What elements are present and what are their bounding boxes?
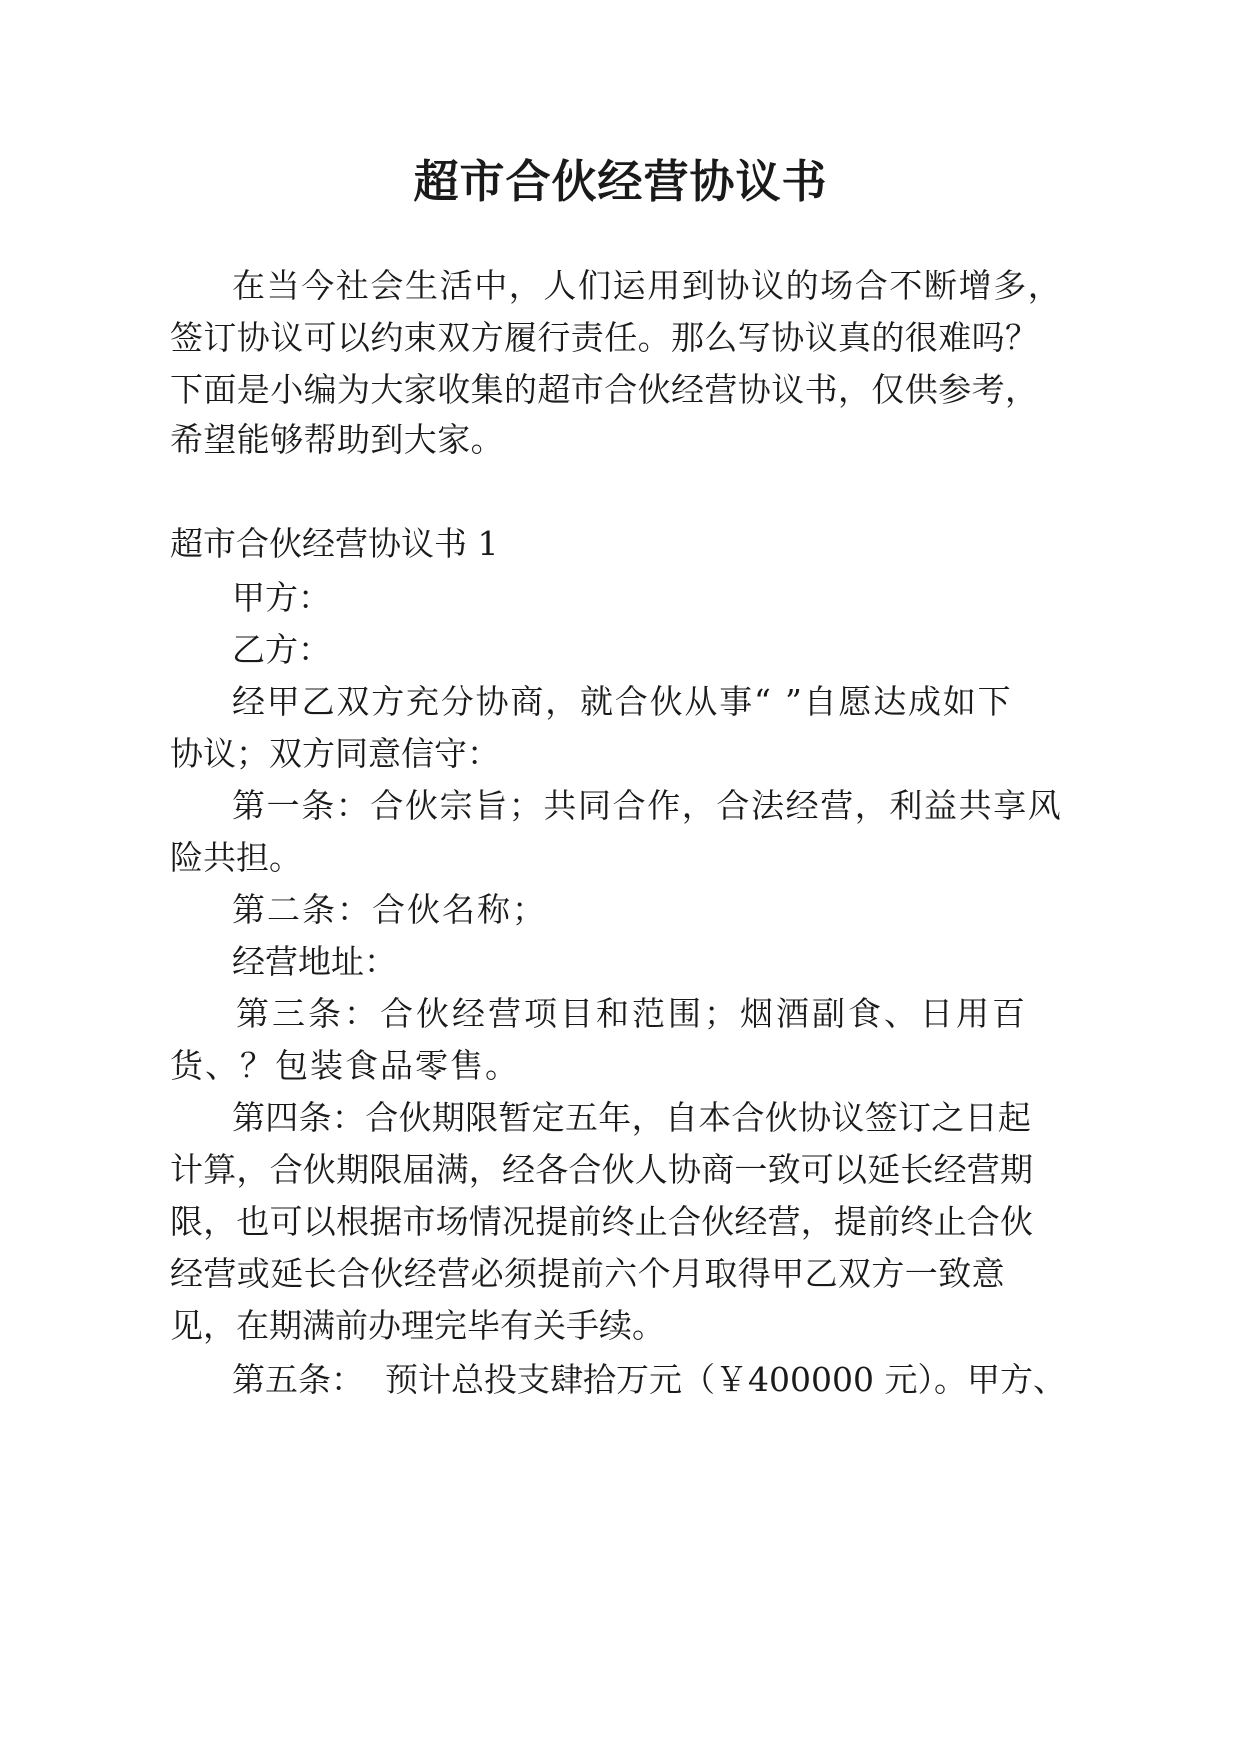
body-line: 险共担。: [170, 838, 302, 877]
body-line: 第一条：合伙宗旨；共同合作，合法经营，利益共享风: [232, 786, 1063, 825]
body-line: 货、？包装食品零售。: [170, 1046, 520, 1085]
body-line: 协议；双方同意信守：: [170, 734, 500, 773]
body-line: 甲方：: [232, 578, 331, 617]
body-line: 第三条：合伙经营项目和范围；烟酒副食、日用百: [236, 994, 1028, 1033]
section-heading: 超市合伙经营协议书 1: [170, 524, 499, 563]
body-line: 第四条：合伙期限暂定五年，自本合伙协议签订之日起: [232, 1098, 1032, 1137]
intro-line: 签订协议可以约束双方履行责任。那么写协议真的很难吗？: [170, 318, 1039, 357]
intro-line: 下面是小编为大家收集的超市合伙经营协议书，仅供参考，: [170, 370, 1039, 409]
intro-line: 希望能够帮助到大家。: [170, 420, 504, 459]
document-title: 超市合伙经营协议书: [413, 155, 828, 208]
body-line: 经甲乙双方充分协商，就合伙从事“ ”自愿达成如下: [232, 682, 1013, 721]
body-line: 第二条：合伙名称；: [232, 890, 547, 929]
body-line: 限，也可以根据市场情况提前终止合伙经营，提前终止合伙: [170, 1202, 1034, 1241]
body-line: 见，在期满前办理完毕有关手续。: [170, 1306, 665, 1345]
intro-line: 在当今社会生活中，人们运用到协议的场合不断增多，: [232, 266, 1063, 305]
body-line: 乙方：: [232, 630, 331, 669]
body-line: 经营或延长合伙经营必须提前六个月取得甲乙双方一致意: [170, 1254, 1005, 1293]
body-line: 经营地址：: [232, 942, 397, 981]
body-line: 计算，合伙期限届满，经各合伙人协商一致可以延长经营期: [170, 1150, 1034, 1189]
body-line: 第五条： 预计总投支肆拾万元（￥400000 元）。甲方、: [232, 1360, 1066, 1399]
